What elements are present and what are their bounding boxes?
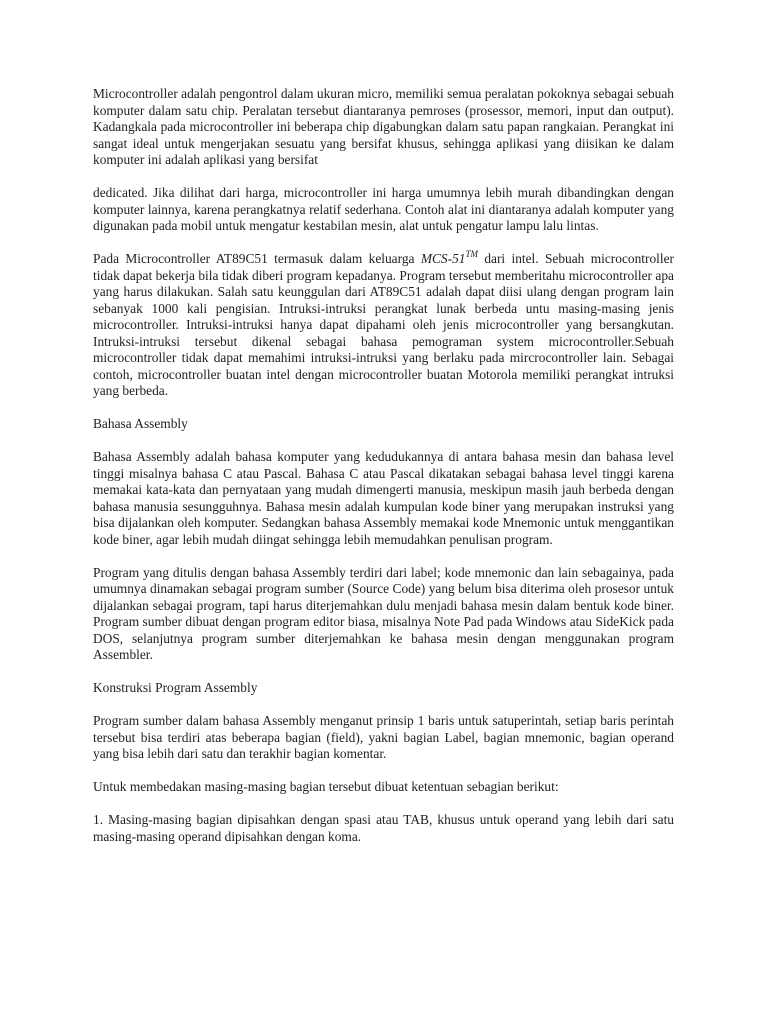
paragraph-at89c51-after: dari intel. Sebuah microcontroller tidak dapat bekerja bila tidak diberi program kepadanya. Program tersebut memberitahu microcontroller apa yang harus dilakukan. Salah satu keunggulan dari AT89C51 adalah dapat diisi ulang dengan program lain sebanyak 1000 kali pengisian. Intruksi-intruksi perangkat lunak berbeda untu masing-masing jenis microcontroller. Intruksi-intruksi hanya dapat dipahami oleh jenis microcontroller yang bersangkutan. Intruksi-intruksi tersebut dikenal sebagai bahasa pemograman system microcontroller.Sebuah microcontroller tidak dapat memahimi intruksi-intruksi yang berlaku pada mircrocontroller lain. Sebagai contoh, microcontroller buatan intel dengan microcontroller buatan Motorola memiliki perangkat intruksi yang berbeda. bbox=[93, 251, 675, 398]
document-page bbox=[93, 86, 674, 862]
heading-bahasa-assembly: Bahasa Assembly bbox=[93, 416, 188, 431]
trademark-mark: TM bbox=[465, 248, 478, 259]
heading-konstruksi-program: Konstruksi Program Assembly bbox=[93, 680, 258, 695]
paragraph-intro: Microcontroller adalah pengontrol dalam ukuran micro, memiliki semua peralatan pokoknya sebagai sebuah komputer dalam satu chip. Peralatan tersebut diantaranya pemroses (prosessor, memori, input dan output). Kadangkala pada microcontroller ini beberapa chip digabungkan dalam satu papan rangkaian. Perangkat ini sangat ideal untuk mengerjakan sesuatu yang bersifat khusus, sehingga aplikasi yang diisikan ke dalam komputer ini adalah aplikasi yang bersifat bbox=[93, 86, 674, 167]
paragraph-assembly-definition: Bahasa Assembly adalah bahasa komputer yang kedudukannya di antara bahasa mesin dan bahasa level tinggi misalnya bahasa C atau Pascal. Bahasa C atau Pascal dikatakan sebagai bahasa level tinggi karena memakai kata-kata dan pernyataan yang mudah dimengerti manusia, meskipun masih jauh berbeda dengan bahasa manusia sesungguhnya. Bahasa mesin adalah kumpulan kode biner yang merupakan instruksi yang bisa dijalankan oleh komputer. Sedangkan bahasa Assembly memakai kode Mnemonic untuk menggantikan kode biner, agar lebih mudah diingat sehingga lebih memudahkan penulisan program. bbox=[93, 449, 674, 547]
paragraph-source-code: Program yang ditulis dengan bahasa Assembly terdiri dari label; kode mnemonic dan lain sebagainya, pada umumnya dinamakan sebagai program sumber (Source Code) yang belum bisa diterima oleh prosesor untuk dijalankan sebagai program, tapi harus diterjemahkan dulu menjadi bahasa mesin dalam bentuk kode biner. Program sumber dibuat dengan program editor biasa, misalnya Note Pad pada Windows atau SideKick pada DOS, selanjutnya program sumber diterjemahkan ke bahasa mesin dengan menggunakan program Assembler. bbox=[93, 564, 674, 662]
list-item-rule-1: 1. Masing-masing bagian dipisahkan dengan spasi atau TAB, khusus untuk operand yang lebih dari satu masing-masing operand dipisahkan dengan koma. bbox=[93, 812, 674, 844]
mcs51-term bbox=[420, 248, 478, 266]
paragraph-program-structure: Program sumber dalam bahasa Assembly menganut prinsip 1 baris untuk satuperintah, setiap baris perintah tersebut bisa terdiri atas beberapa bagian (field), yakni bagian Label, bagian mnemonic, bagian operand yang bisa lebih dari satu dan terakhir bagian komentar. bbox=[93, 713, 674, 761]
paragraph-at89c51-before: Pada Microcontroller AT89C51 termasuk dalam keluarga bbox=[93, 251, 421, 266]
paragraph-at89c51 bbox=[93, 248, 675, 400]
paragraph-rules-intro: Untuk membedakan masing-masing bagian tersebut dibuat ketentuan sebagian berikut: bbox=[93, 779, 559, 794]
paragraph-dedicated: dedicated. Jika dilihat dari harga, microcontroller ini harga umumnya lebih murah dibandingkan dengan komputer lainnya, karena perangkatnya relatif sederhana. Contoh alat ini diantaranya adalah komputer yang digunakan pada mobil untuk mengatur kestabilan mesin, alat untuk pengatur lampu lalu lintas. bbox=[93, 185, 674, 233]
mcs51-label: MCS-51 bbox=[420, 251, 466, 266]
